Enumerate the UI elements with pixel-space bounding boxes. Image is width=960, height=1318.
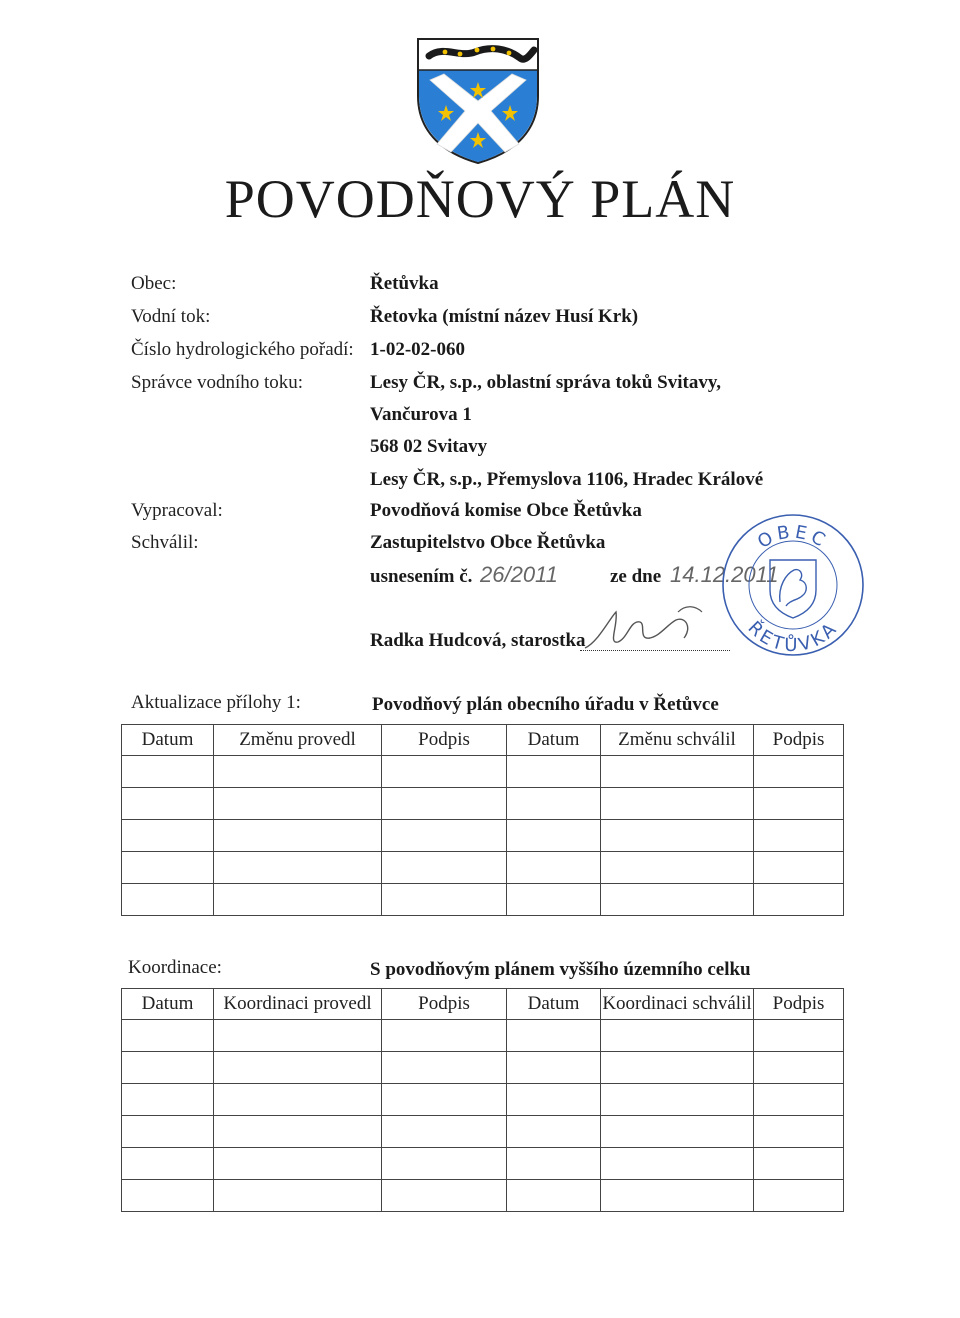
column-header: Datum <box>507 725 601 756</box>
field-value-cislo-hydro: 1-02-02-060 <box>370 339 465 360</box>
coordination-table-body <box>122 1020 844 1212</box>
table-row <box>122 852 844 884</box>
table-cell <box>601 1084 754 1116</box>
table-cell <box>122 820 214 852</box>
table-row <box>122 1116 844 1148</box>
table-cell <box>382 1052 507 1084</box>
column-header: Podpis <box>382 725 507 756</box>
field-label-spravce: Správce vodního toku: <box>131 372 304 393</box>
signature <box>580 598 710 656</box>
table-row <box>122 756 844 788</box>
field-value-vodni-tok: Řetovka (místní název Husí Krk) <box>370 306 639 327</box>
column-header: Podpis <box>754 989 844 1020</box>
table-cell <box>601 1180 754 1212</box>
stamp-bottom-text: ŘETŮVKA <box>743 617 843 657</box>
table-cell <box>507 884 601 916</box>
table-cell <box>754 1084 844 1116</box>
table-cell <box>754 820 844 852</box>
field-value-obec: Řetůvka <box>370 273 439 294</box>
table-cell <box>214 1020 382 1052</box>
coordination-table <box>121 988 844 1212</box>
table-cell <box>122 1020 214 1052</box>
column-header: Koordinaci schválil <box>601 989 754 1020</box>
table-cell <box>754 1180 844 1212</box>
table-cell <box>382 1148 507 1180</box>
table-cell <box>214 1116 382 1148</box>
approved-value: Zastupitelstvo Obce Řetůvka <box>370 532 606 553</box>
prepared-label: Vypracoval: <box>131 500 223 521</box>
update-table-body <box>122 756 844 916</box>
table-cell <box>214 756 382 788</box>
field-label-obec: Obec: <box>131 273 177 294</box>
municipal-stamp <box>720 512 866 658</box>
coat-of-arms <box>415 36 541 166</box>
table-row <box>122 884 844 916</box>
table-cell <box>754 1052 844 1084</box>
table-cell <box>214 852 382 884</box>
table-row <box>122 820 844 852</box>
table-row <box>122 1052 844 1084</box>
table-cell <box>507 1116 601 1148</box>
table-cell <box>382 884 507 916</box>
table-cell <box>122 788 214 820</box>
field-label-vodni-tok: Vodní tok: <box>131 306 211 327</box>
table-cell <box>122 1052 214 1084</box>
table-cell <box>507 1084 601 1116</box>
table-cell <box>754 1116 844 1148</box>
table-row <box>122 1180 844 1212</box>
table-cell <box>382 1084 507 1116</box>
column-header: Změnu schválil <box>601 725 754 756</box>
table-cell <box>382 756 507 788</box>
column-header: Změnu provedl <box>214 725 382 756</box>
table-row <box>122 1084 844 1116</box>
stamp-top-text: OBEC <box>754 521 833 553</box>
table-cell <box>122 852 214 884</box>
table-cell <box>754 1020 844 1052</box>
table-cell <box>122 1180 214 1212</box>
table-cell <box>382 820 507 852</box>
column-header: Datum <box>122 725 214 756</box>
table-cell <box>601 756 754 788</box>
column-header: Podpis <box>382 989 507 1020</box>
table-cell <box>214 1180 382 1212</box>
column-header: Datum <box>507 989 601 1020</box>
table-cell <box>382 1020 507 1052</box>
address-line: Vančurova 1 <box>370 404 472 425</box>
table-cell <box>754 884 844 916</box>
table-cell <box>754 852 844 884</box>
table-row <box>122 788 844 820</box>
resolution-number: 26/2011 <box>480 562 558 587</box>
coordination-label: Koordinace: <box>128 957 222 978</box>
table-cell <box>601 852 754 884</box>
table-row <box>122 1148 844 1180</box>
approved-label: Schválil: <box>131 532 199 553</box>
table-cell <box>754 1148 844 1180</box>
table-row <box>122 1020 844 1052</box>
table-cell <box>507 852 601 884</box>
table-cell <box>214 1084 382 1116</box>
table-cell <box>214 1052 382 1084</box>
table-cell <box>601 1148 754 1180</box>
column-header: Datum <box>122 989 214 1020</box>
update-table <box>121 724 844 916</box>
table-cell <box>507 1052 601 1084</box>
update-label: Aktualizace přílohy 1: <box>131 692 301 713</box>
table-cell <box>382 788 507 820</box>
table-cell <box>507 1020 601 1052</box>
address-line: 568 02 Svitavy <box>370 436 488 457</box>
update-header-row <box>122 725 844 756</box>
table-cell <box>122 1116 214 1148</box>
column-header: Podpis <box>754 725 844 756</box>
table-cell <box>507 756 601 788</box>
signatory-name: Radka Hudcová, starostka <box>370 630 586 651</box>
document-title: POVODŇOVÝ PLÁN <box>224 169 736 229</box>
table-cell <box>601 1020 754 1052</box>
table-cell <box>507 820 601 852</box>
coordination-header-row <box>122 989 844 1020</box>
table-cell <box>507 788 601 820</box>
table-cell <box>214 884 382 916</box>
table-cell <box>214 1148 382 1180</box>
table-cell <box>754 756 844 788</box>
prepared-value: Povodňová komise Obce Řetůvka <box>370 500 642 521</box>
table-cell <box>122 1148 214 1180</box>
update-value: Povodňový plán obecního úřadu v Řetůvce <box>372 694 719 715</box>
coordination-value: S povodňovým plánem vyššího územního celku <box>370 959 751 980</box>
table-cell <box>601 1116 754 1148</box>
table-cell <box>601 820 754 852</box>
table-cell <box>382 1116 507 1148</box>
table-cell <box>507 1148 601 1180</box>
table-cell <box>507 1180 601 1212</box>
field-value-spravce: Lesy ČR, s.p., oblastní správa toků Svitavy, <box>370 372 722 393</box>
table-cell <box>214 788 382 820</box>
lion-shield-icon <box>770 560 816 618</box>
resolution-date: 14.12.2011 <box>670 562 779 587</box>
table-cell <box>382 852 507 884</box>
resolution-date-label: ze dne <box>610 566 662 587</box>
column-header: Koordinaci provedl <box>214 989 382 1020</box>
table-cell <box>122 756 214 788</box>
table-cell <box>754 788 844 820</box>
table-cell <box>122 1084 214 1116</box>
table-cell <box>382 1180 507 1212</box>
table-cell <box>214 820 382 852</box>
resolution-prefix: usnesením č. <box>370 566 473 587</box>
table-cell <box>601 1052 754 1084</box>
table-cell <box>601 788 754 820</box>
field-label-cislo-hydro: Číslo hydrologického pořadí: <box>131 339 354 360</box>
table-cell <box>601 884 754 916</box>
table-cell <box>122 884 214 916</box>
address-line: Lesy ČR, s.p., Přemyslova 1106, Hradec Králové <box>370 469 764 490</box>
